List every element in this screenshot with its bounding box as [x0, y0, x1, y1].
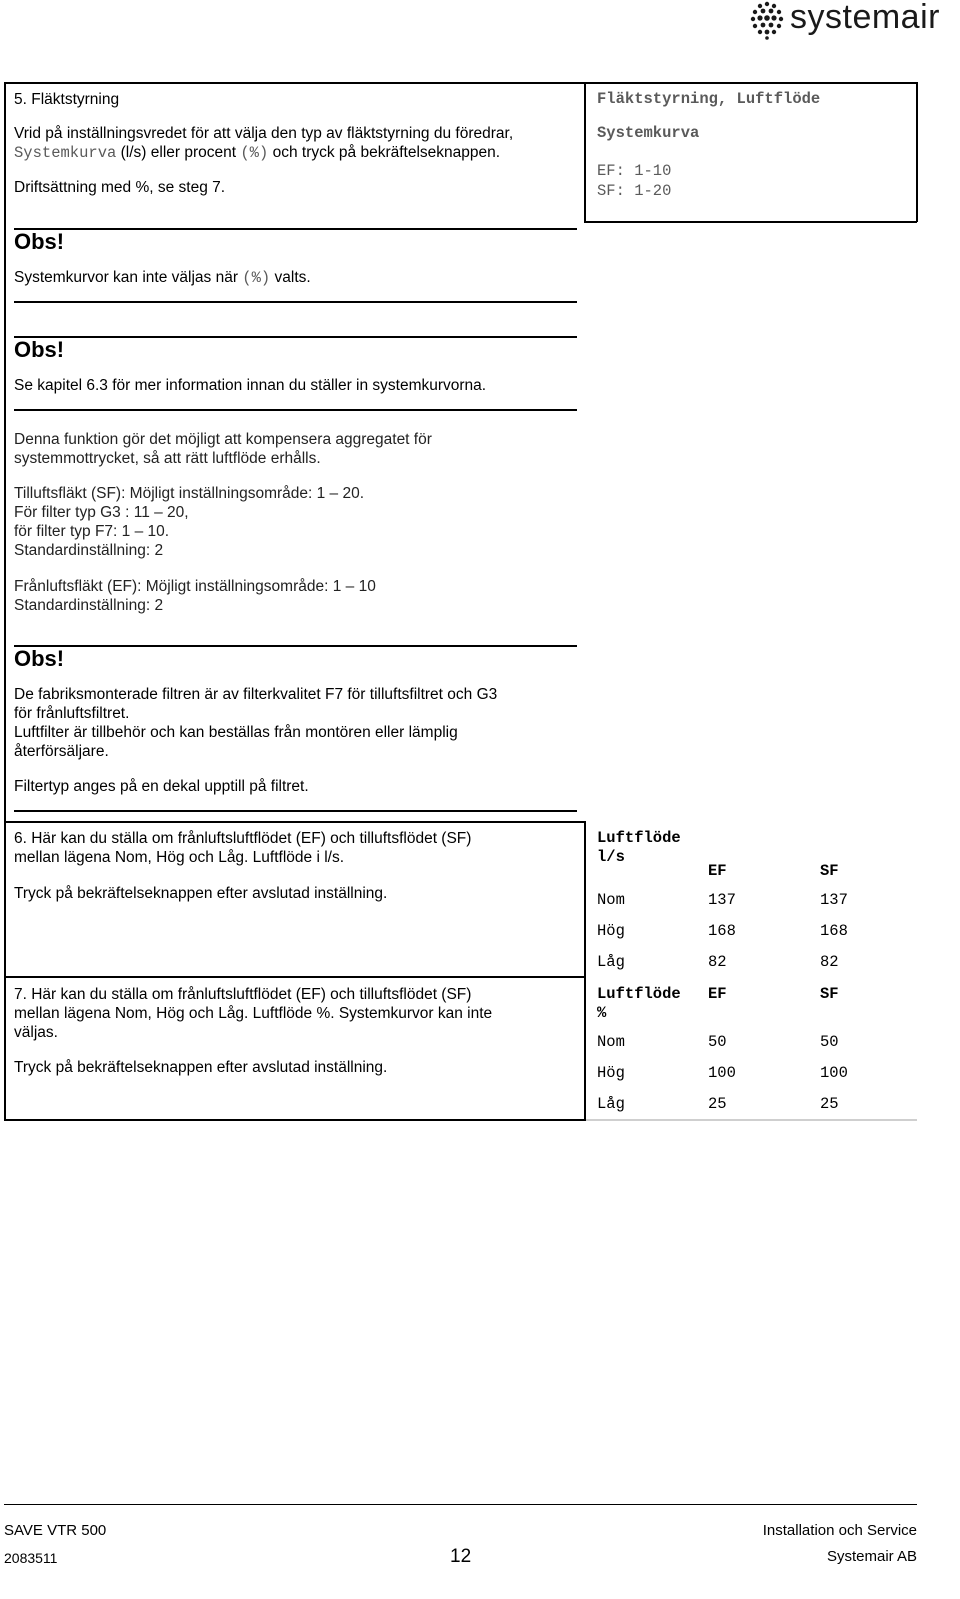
footer-product: SAVE VTR 500 — [4, 1522, 107, 1539]
step7-text: 7. Här kan du ställa om frånluftsluftflödet (EF) och tilluftsflödet (SF) mellan lägena Nom, Hög och Låg. Luftflöde %. Systemkurvor kan inte väljas. — [14, 986, 493, 1041]
frame-mid — [584, 82, 586, 222]
footer-rule — [4, 1504, 917, 1505]
frame-mid-lower — [584, 822, 586, 1120]
brand-name: systemair — [790, 0, 940, 36]
footer-page-number: 12 — [450, 1546, 472, 1567]
note2-text: Se kapitel 6.3 för mer information innan du ställer in systemkurvorna. — [14, 377, 487, 394]
step5-line2: Systemkurva (l/s) eller procent (%) och tryck på bekräftelseknappen. — [14, 144, 501, 162]
step6-top — [4, 821, 586, 823]
note2-label: Obs! — [14, 337, 65, 362]
step7-confirm: Tryck på bekräftelseknappen efter avslutad inställning. — [14, 1059, 388, 1076]
step5-commissioning: Driftsättning med %, se steg 7. — [14, 179, 226, 196]
desc-p3: Frånluftsfläkt (EF): Möjligt inställningsområde: 1 – 10 Standardinställning: 2 — [14, 578, 376, 614]
lcd5-sf: SF: 1-20 — [597, 182, 672, 200]
footer-company: Systemair AB — [826, 1548, 917, 1565]
lcd7-bottom-rule — [586, 1119, 917, 1121]
lcd7-col-sf: SF — [820, 985, 839, 1003]
footer-doc-number: 2083511 — [4, 1550, 58, 1566]
lcd6-title: Luftflöde l/s — [597, 829, 681, 866]
note1-label: Obs! — [14, 229, 65, 254]
frame-bottom — [4, 1119, 586, 1121]
brand-logo — [750, 0, 950, 42]
desc-p2: Tilluftsfläkt (SF): Möjligt inställningsområde: 1 – 20. För filter typ G3 : 11 – 20, för filter typ F7: 1 – 10. Standardinställning: 2 — [14, 485, 365, 559]
note3-bottom-rule — [14, 810, 577, 812]
lcd6-col-ef: EF — [708, 862, 727, 880]
step6-confirm: Tryck på bekräftelseknappen efter avslutad inställning. — [14, 885, 388, 902]
note1-top-rule — [14, 228, 577, 230]
note2-bottom-rule — [14, 409, 577, 411]
note1-text: Systemkurvor kan inte väljas när (%) valts. — [14, 269, 311, 287]
desc-p1: Denna funktion gör det möjligt att kompensera aggregatet för systemmottrycket, så att rätt luftflöde erhålls. — [14, 431, 432, 467]
step5-heading: 5. Fläktstyrning — [14, 91, 120, 108]
lcd6-col-sf: SF — [820, 862, 839, 880]
step7-top — [4, 976, 586, 978]
lcd5-mode: Systemkurva — [597, 124, 700, 142]
note3-label: Obs! — [14, 646, 65, 671]
note3-filter-type: Filtertyp anges på en dekal upptill på filtret. — [14, 778, 309, 795]
note3-top-rule — [14, 645, 577, 647]
note2-top-rule — [14, 336, 577, 338]
lcd7-title: Luftflöde % — [597, 985, 681, 1022]
systemair-logo-icon — [750, 0, 784, 40]
step5-line1: Vrid på inställningsvredet för att välja den typ av fläktstyrning du föredrar, — [14, 125, 514, 142]
note3-text: De fabriksmonterade filtren är av filterkvalitet F7 för tilluftsfiltret och G3 för frånluftsfiltret. Luftfilter är tillbehör och kan beställas från montören eller lämplig återförsäljare. — [14, 686, 498, 760]
lcd5-ef: EF: 1-10 — [597, 162, 672, 180]
lcd7-col-ef: EF — [708, 985, 727, 1003]
percent-code: (%) — [240, 144, 269, 162]
frame-right — [916, 82, 918, 222]
systemkurva-code: Systemkurva — [14, 144, 117, 162]
note1-bottom-rule — [14, 301, 577, 303]
frame-top — [4, 82, 917, 84]
step6-text: 6. Här kan du ställa om frånluftsluftflödet (EF) och tilluftsflödet (SF) mellan lägena Nom, Hög och Låg. Luftflöde i l/s. — [14, 830, 472, 866]
frame-left — [4, 82, 6, 1120]
footer-doc-title: Installation och Service — [762, 1522, 917, 1539]
lcd5-title: Fläktstyrning, Luftflöde — [597, 90, 821, 108]
step5-paragraph — [14, 124, 584, 163]
lcd5-bottom — [584, 221, 917, 223]
